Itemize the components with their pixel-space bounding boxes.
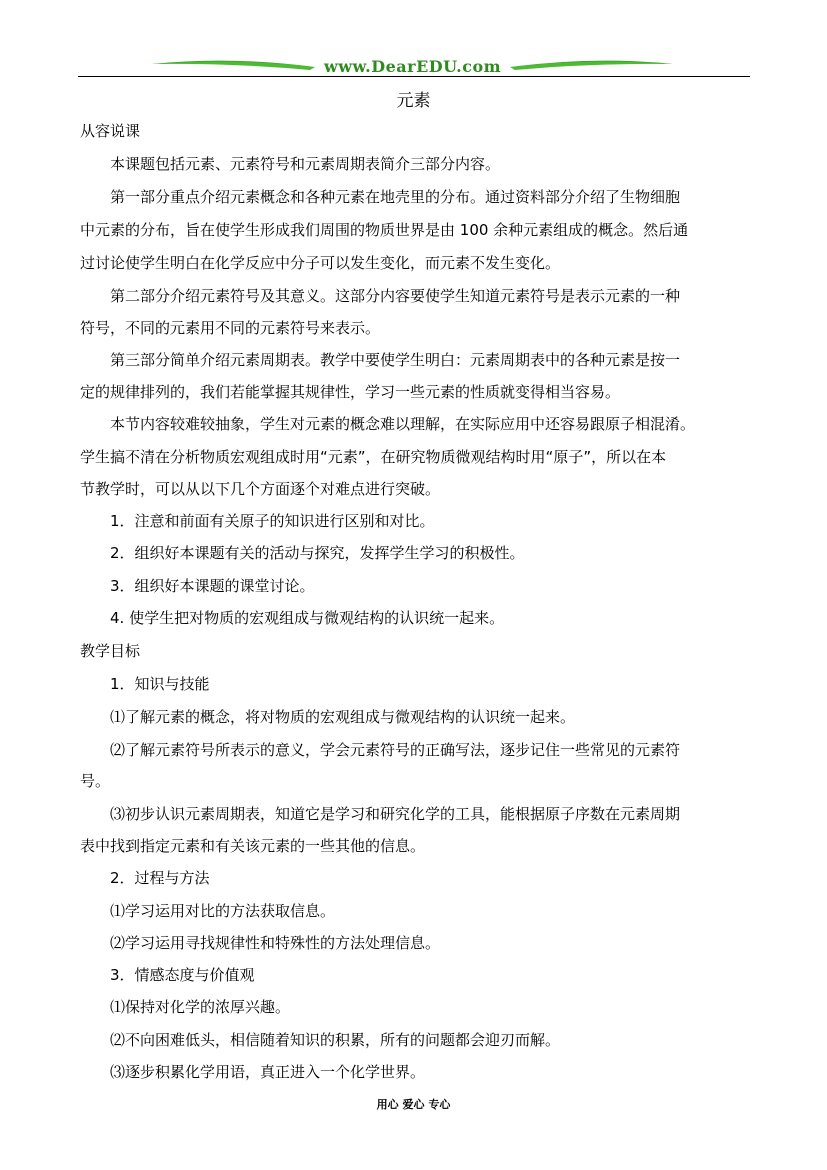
paragraph-line: 学生搞不清在分析物质宏观组成时用“元素”，在研究物质微观结构时用“原子”，所以在本 [80, 448, 667, 466]
page-title: 元素 [396, 91, 431, 111]
list-item: ⑵学习运用寻找规律性和特殊性的方法处理信息。 [110, 934, 441, 952]
section-heading: 教学目标 [80, 642, 141, 660]
section-heading: 从容说课 [80, 122, 141, 140]
paragraph-line: 节教学时，可以从以下几个方面逐个对难点进行突破。 [80, 480, 441, 498]
paragraph-line: 第三部分简单介绍元素周期表。教学中要使学生明白：元素周期表中的各种元素是按一 [110, 351, 681, 369]
list-item: ⑴了解元素的概念，将对物质的宏观组成与微观结构的认识统一起来。 [110, 708, 576, 726]
paragraph-line: 本课题包括元素、元素符号和元素周期表简介三部分内容。 [110, 155, 501, 173]
paragraph-line: 号。 [80, 772, 111, 790]
site-url: www.DearEDU.com [323, 57, 502, 76]
list-item: ⑶逐步积累化学用语，真正进入一个化学世界。 [110, 1063, 426, 1081]
paragraph-line: 本节内容较难较抽象，学生对元素的概念难以理解，在实际应用中还容易跟原子相混淆。 [110, 415, 696, 433]
paragraph-line: 定的规律排列的，我们若能掌握其规律性，学习一些元素的性质就变得相当容易。 [80, 383, 621, 401]
header-divider [78, 76, 750, 77]
list-item: 4. 使学生把对物质的宏观组成与微观结构的认识统一起来。 [110, 609, 505, 627]
list-item: ⑴学习运用对比的方法获取信息。 [110, 902, 336, 920]
page-footer: 用心 爱心 专心 [376, 1098, 451, 1111]
list-item: 3．组织好本课题的课堂讨论。 [110, 577, 315, 595]
paragraph-line: 表中找到指定元素和有关该元素的一些其他的信息。 [80, 837, 426, 855]
paragraph-line: 第一部分重点介绍元素概念和各种元素在地壳里的分布。通过资料部分介绍了生物细胞 [110, 188, 681, 206]
paragraph-line: 过讨论使学生明白在化学反应中分子可以发生变化，而元素不发生变化。 [80, 254, 561, 272]
list-item: ⑴保持对化学的浓厚兴趣。 [110, 998, 291, 1016]
list-item: 2．组织好本课题有关的活动与探究，发挥学生学习的积极性。 [110, 544, 525, 562]
list-item: 1．注意和前面有关原子的知识进行区别和对比。 [110, 512, 435, 530]
subsection-heading: 3．情感态度与价值观 [110, 966, 255, 984]
paragraph-line: 中元素的分布，旨在使学生形成我们周围的物质世界是由 100 余种元素组成的概念。然后通 [80, 221, 689, 239]
subsection-heading: 1．知识与技能 [110, 675, 210, 693]
paragraph-line: 第二部分介绍元素符号及其意义。这部分内容要使学生知道元素符号是表示元素的一种 [110, 287, 681, 305]
list-item: ⑶初步认识元素周期表，知道它是学习和研究化学的工具，能根据原子序数在元素周期 [110, 805, 681, 823]
paragraph-line: 符号，不同的元素用不同的元素符号来表示。 [80, 319, 381, 337]
list-item: ⑵不向困难低头，相信随着知识的积累，所有的问题都会迎刃而解。 [110, 1031, 561, 1049]
list-item: ⑵了解元素符号所表示的意义，学会元素符号的正确写法，逐步记住一些常见的元素符 [110, 741, 681, 759]
subsection-heading: 2．过程与方法 [110, 869, 210, 887]
